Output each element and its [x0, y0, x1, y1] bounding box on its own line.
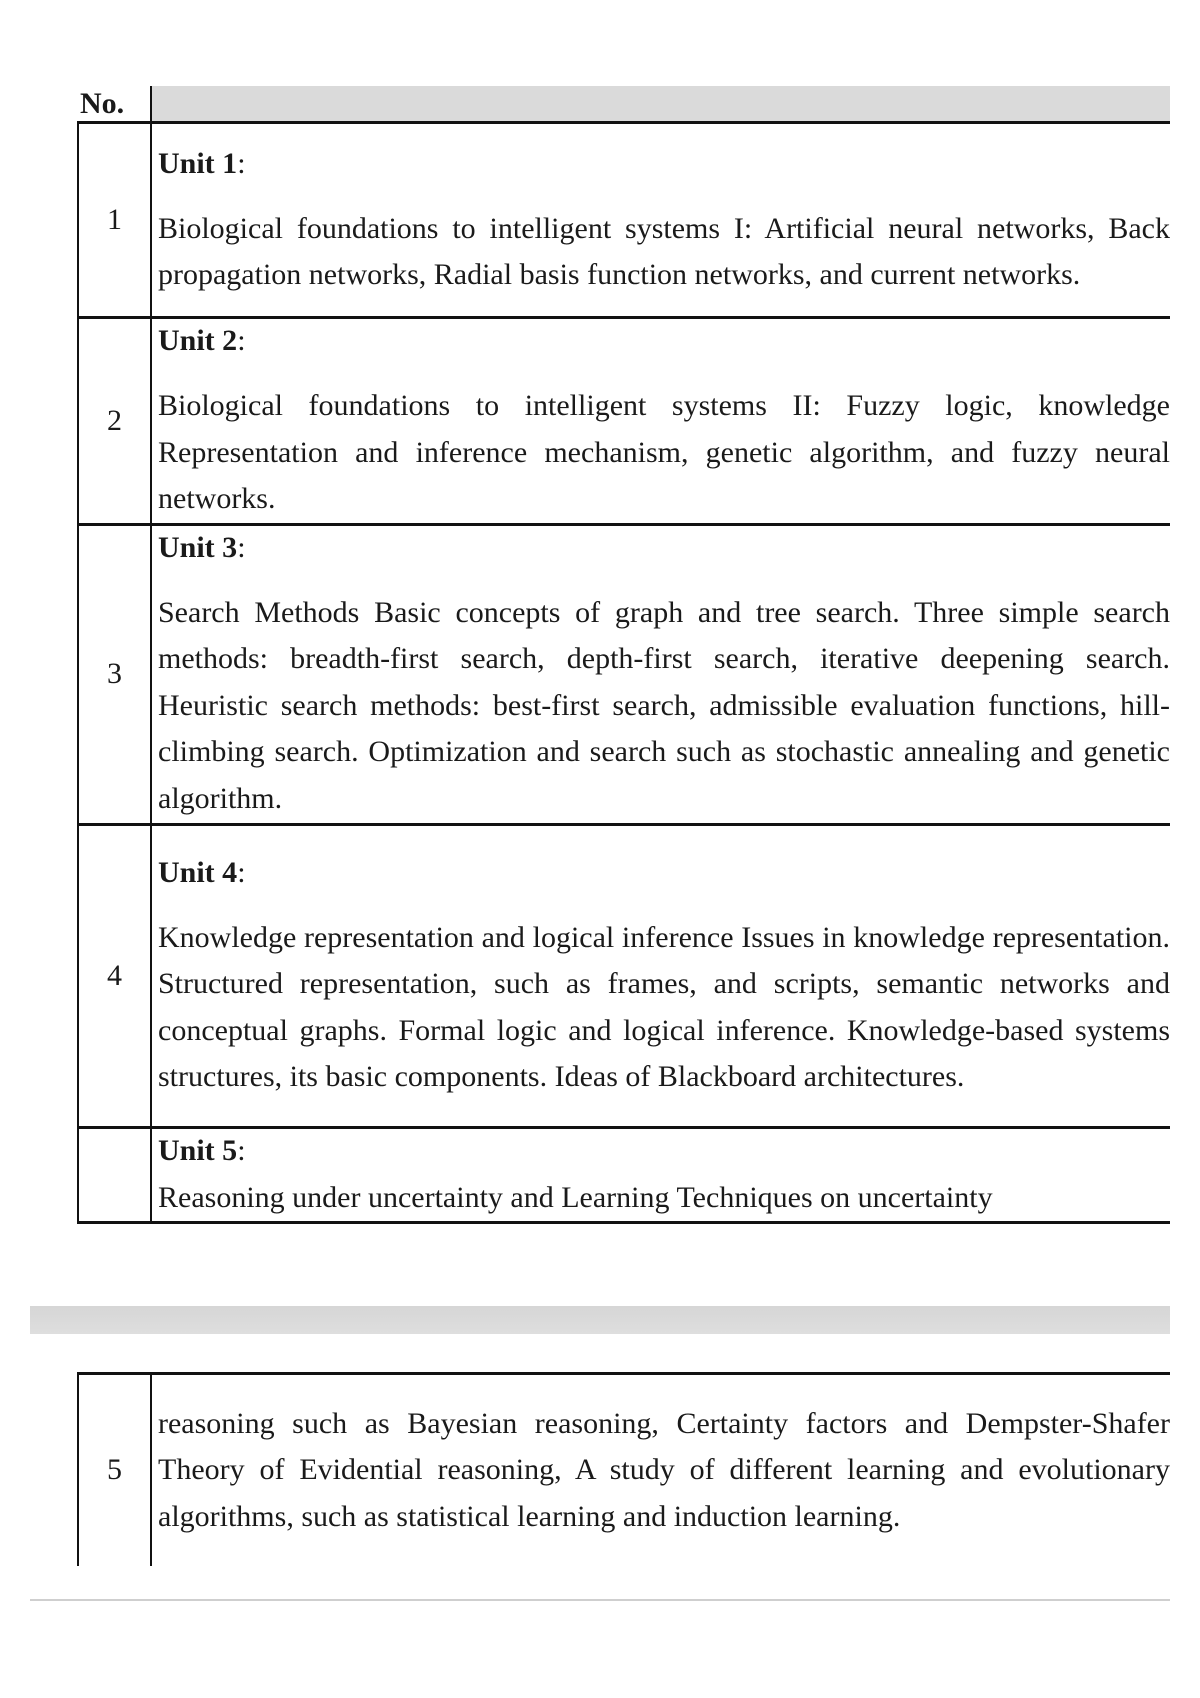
table-row: [78, 318, 1170, 525]
unit-title-text: Unit 5: [158, 1133, 238, 1167]
unit-content: [151, 318, 1170, 525]
unit-title: [158, 526, 1170, 570]
unit-number: [78, 1127, 151, 1223]
syllabus-table: [77, 86, 1170, 1224]
unit-number: 1: [78, 123, 151, 318]
unit-description: Biological foundations to intelligent systems II: Fuzzy logic, knowledge Representation and inference mechanism, genetic algorithm, and fuzzy neural networks.: [158, 389, 1170, 515]
table-header-row: [78, 86, 1170, 123]
table-row: [78, 824, 1170, 1127]
unit-title-colon: :: [237, 855, 246, 889]
unit-title-text: Unit 4: [158, 855, 238, 889]
page-two: [0, 1372, 1200, 1698]
unit-title-colon: :: [237, 324, 246, 357]
unit-description-continued: reasoning such as Bayesian reasoning, Certainty factors and Dempster-Shafer Theory of Evidential reasoning, A study of different learning and evolutionary algorithms, such as statistical learning and induction learning.: [151, 1374, 1170, 1566]
unit-title-text: Unit 3: [158, 530, 238, 564]
column-header-no: No.: [78, 86, 151, 123]
table-row: [78, 1127, 1170, 1223]
unit-description: Knowledge representation and logical inference Issues in knowledge representation. Structured representation, such as frames, and scripts, semantic networks and conceptual graphs. Formal logic and logical inference. Knowledge-based systems structures, its basic components. Ideas of Blackboard architectures.: [158, 920, 1170, 1093]
table-row: [78, 524, 1170, 824]
unit-title-colon: :: [237, 530, 246, 564]
unit-content: [151, 824, 1170, 1127]
unit-number: 4: [78, 824, 151, 1127]
unit-description: Biological foundations to intelligent systems I: Artificial neural networks, Back propagation networks, Radial basis function networks, and current networks.: [158, 211, 1170, 291]
unit-number: 5: [78, 1374, 151, 1566]
unit-title: [158, 851, 1170, 895]
unit-title-text: Unit 1: [158, 146, 238, 180]
unit-description: Search Methods Basic concepts of graph and tree search. Three simple search methods: breadth-first search, depth-first search, iterative deepening search. Heuristic search methods: best-first search, admissible evaluation functions, hill-climbing search. Optimization and search such as stochastic annealing and genetic algorithm.: [158, 595, 1170, 815]
unit-description: Reasoning under uncertainty and Learning Techniques on uncertainty: [158, 1180, 993, 1214]
syllabus-table-continued: [77, 1372, 1170, 1566]
unit-title: [158, 319, 1170, 363]
unit-number: 2: [78, 318, 151, 525]
unit-content: [151, 524, 1170, 824]
unit-content: [151, 1127, 1170, 1223]
unit-title: [158, 1129, 1170, 1173]
table-row: [78, 1374, 1170, 1566]
unit-title-colon: :: [237, 146, 246, 180]
unit-content: [151, 123, 1170, 318]
page-bottom-rule: [30, 1599, 1170, 1601]
unit-title: [158, 142, 1170, 186]
table-row: [78, 123, 1170, 318]
column-header-title: [151, 86, 1170, 123]
unit-title-text: Unit 2: [158, 324, 238, 357]
unit-number: 3: [78, 524, 151, 824]
unit-title-colon: :: [237, 1133, 246, 1167]
page-separator: [30, 1306, 1170, 1334]
